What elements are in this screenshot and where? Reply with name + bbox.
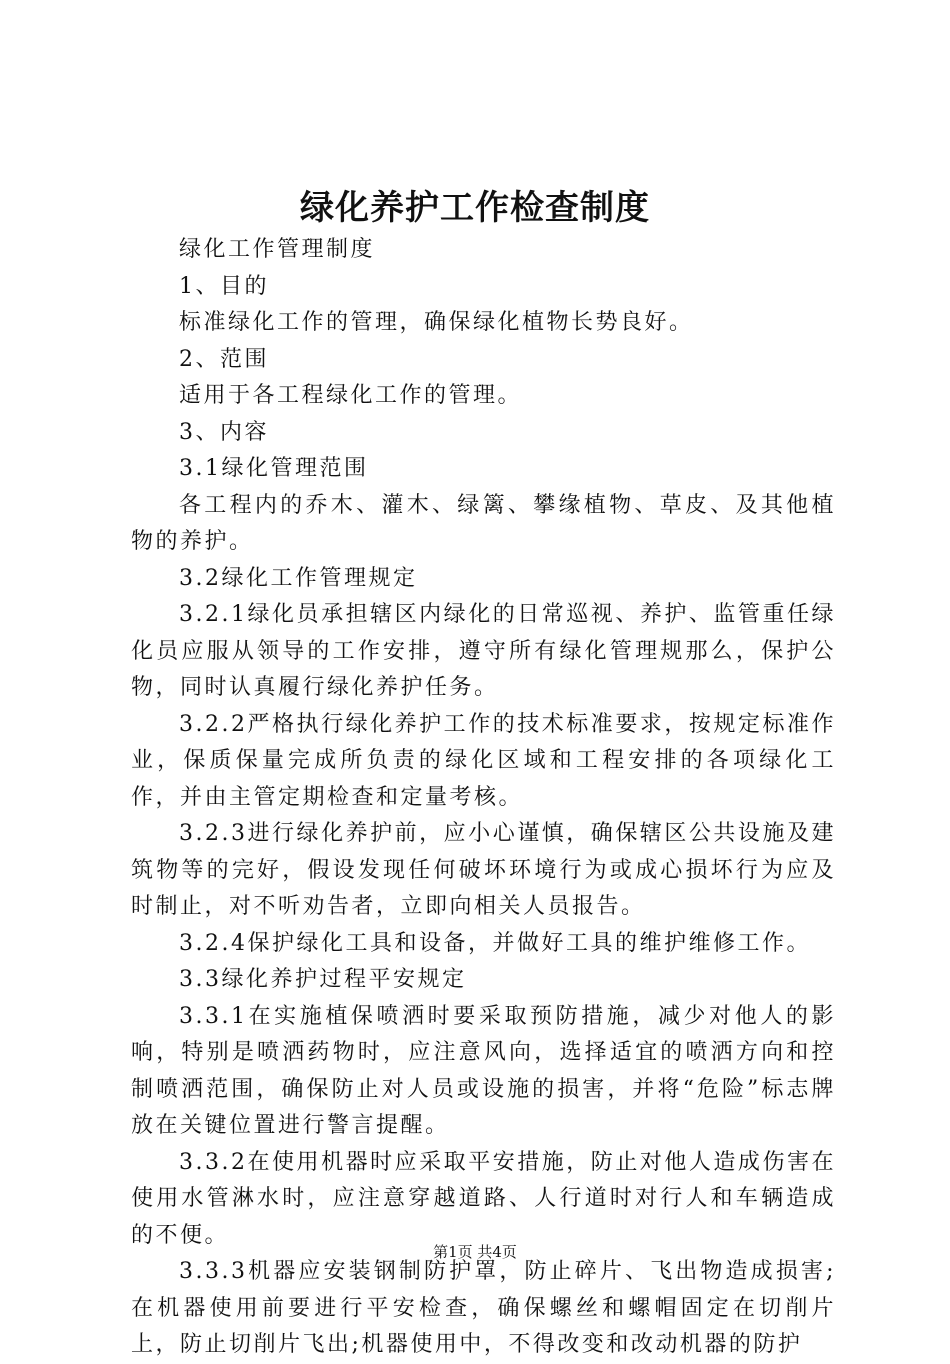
paragraph: 绿化工作管理制度 [179, 237, 376, 262]
paragraph: 3.3.3机器应安装钢制防护罩，防止碎片、飞出物造成损害;在机器使用前要进行平安检查，确保螺丝和螺帽固定在切削片上，防止切削片飞出;机器使用中，不得改变和改动机器的防护 [131, 1259, 836, 1357]
paragraph: 2、范围 [179, 346, 269, 372]
paragraph: 3.2.1绿化员承担辖区内绿化的日常巡视、养护、监管重任绿化员应服从领导的工作安排，遵守所有绿化管理规那么，保护公物，同时认真履行绿化养护任务。 [131, 602, 836, 700]
paragraph: 标准绿化工作的管理，确保绿化植物长势良好。 [179, 310, 694, 335]
paragraph: 3.3.1在实施植保喷洒时要采取预防措施，减少对他人的影响，特别是喷洒药物时，应注意风向，选择适宜的喷洒方向和控制喷洒范围，确保防止对人员或设施的损害，并将“危险”标志牌放在关键位置进行警言提醒。 [131, 1003, 836, 1138]
document-body [131, 232, 836, 1364]
paragraph: 3、内容 [179, 419, 269, 445]
paragraph: 3.3.2在使用机器时应采取平安措施，防止对他人造成伤害在使用水管淋水时，应注意穿越道路、人行道时对行人和车辆造成的不便。 [131, 1149, 836, 1248]
paragraph: 3.2.2严格执行绿化养护工作的技术标准要求，按规定标准作业，保质保量完成所负责的绿化区域和工程安排的各项绿化工作，并由主管定期检查和定量考核。 [131, 711, 836, 810]
paragraph: 各工程内的乔木、灌木、绿篱、攀缘植物、草皮、及其他植物的养护。 [131, 492, 836, 554]
paragraph: 3.2.4保护绿化工具和设备，并做好工具的维护维修工作。 [179, 930, 811, 956]
paragraph: 适用于各工程绿化工作的管理。 [179, 383, 523, 408]
page-footer: 第1页 共4页 [433, 1243, 517, 1261]
paragraph: 1、目的 [179, 273, 269, 299]
paragraph: 3.2绿化工作管理规定 [179, 565, 418, 591]
page-title: 绿化养护工作检查制度 [300, 188, 650, 228]
paragraph: 3.3绿化养护过程平安规定 [179, 967, 467, 992]
paragraph: 3.2.3进行绿化养护前，应小心谨慎，确保辖区公共设施及建筑物等的完好，假设发现任何破坏环境行为或成心损坏行为应及时制止，对不听劝告者，立即向相关人员报告。 [131, 821, 836, 919]
paragraph: 3.1绿化管理范围 [179, 456, 369, 481]
